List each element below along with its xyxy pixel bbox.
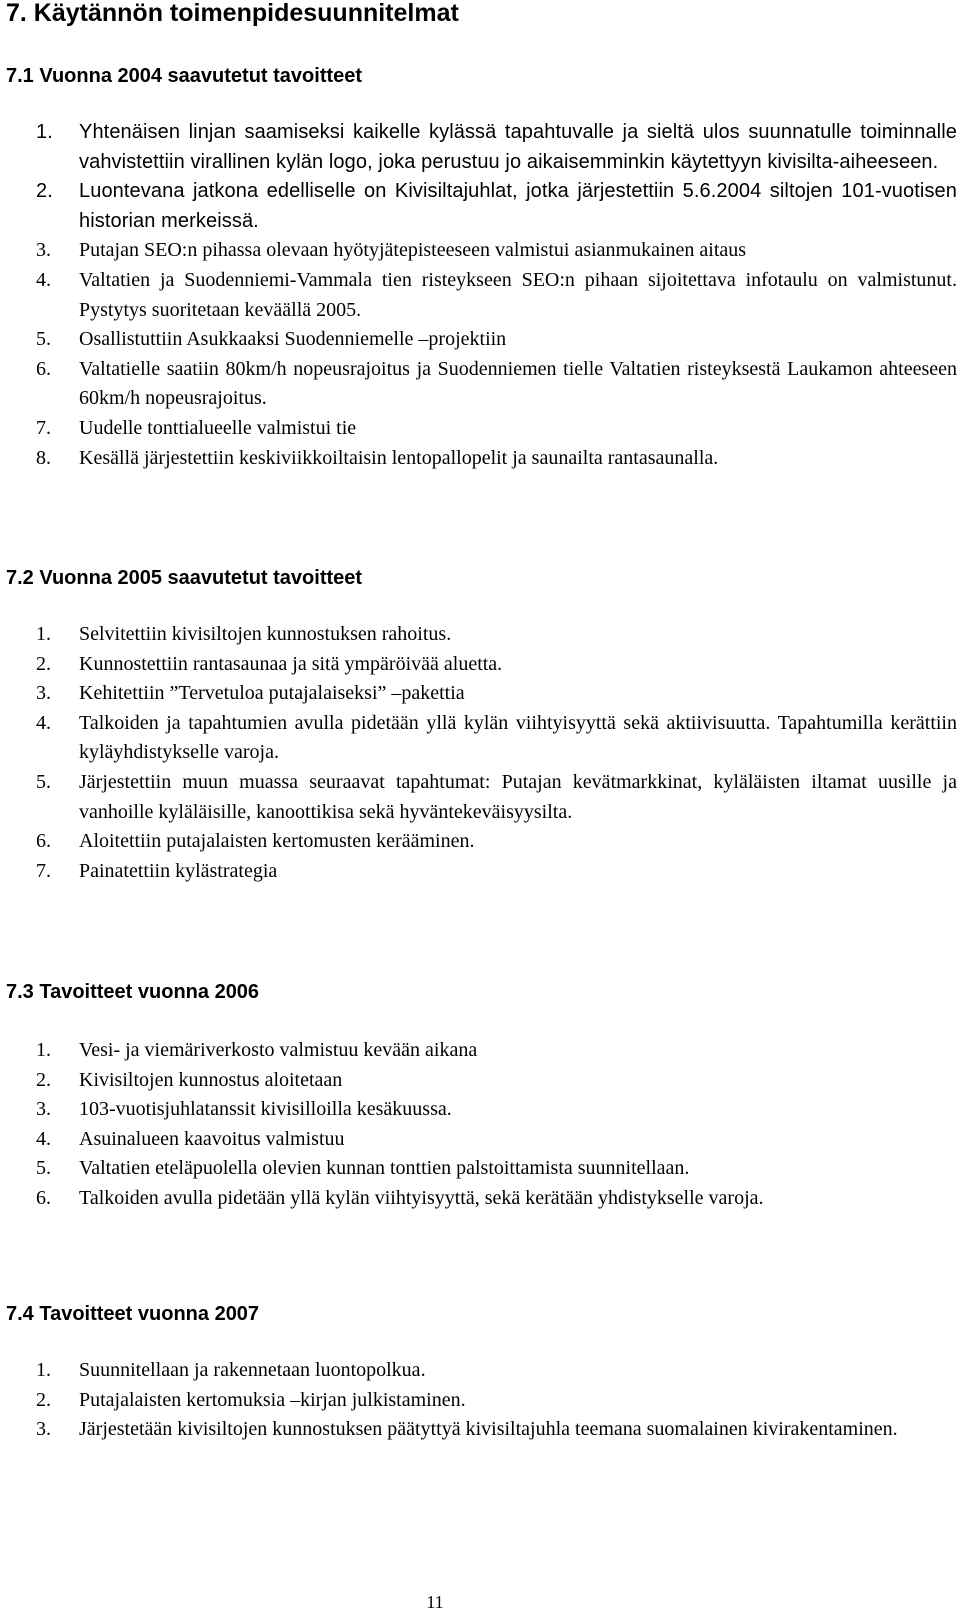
list-item — [0, 1125, 957, 1155]
item-number: 4. — [36, 268, 51, 291]
list-item — [0, 1066, 957, 1096]
item-text: Vesi- ja viemäriverkosto valmistuu kevään aikana — [79, 1039, 478, 1061]
item-number: 8. — [36, 446, 51, 469]
item-number: 2. — [36, 180, 53, 203]
item-text: Talkoiden ja tapahtumien avulla pidetään yllä kylän viihtyisyyttä sekä aktiivisuutta. Tapahtumilla kerättiin kyläyhdistykselle varoja. — [79, 711, 957, 764]
item-number: 7. — [36, 416, 51, 439]
item-number: 2. — [36, 1068, 51, 1091]
list-item — [0, 1184, 957, 1214]
item-number: 3. — [36, 239, 51, 262]
list-7-1 — [0, 118, 960, 473]
item-text: Uudelle tonttialueelle valmistui tie — [79, 416, 357, 439]
item-number: 6. — [36, 1186, 51, 1209]
item-number: 5. — [36, 328, 51, 351]
list-item — [0, 709, 957, 768]
list-item — [0, 1415, 957, 1445]
item-number: 6. — [36, 357, 51, 380]
item-text: Suunnitellaan ja rakennetaan luontopolkua. — [79, 1359, 426, 1381]
item-text: Osallistuttiin Asukkaaksi Suodenniemelle –projektiin — [79, 328, 507, 351]
list-item — [0, 1356, 957, 1386]
item-text: Valtatielle saatiin 80km/h nopeusrajoitus ja Suodenniemen tielle Valtatien risteyksestä Laukamon ahteeseen 60km/h nopeusrajoitus. — [79, 357, 957, 410]
list-item — [0, 414, 957, 444]
page-number: 11 — [426, 1592, 444, 1612]
item-text: Talkoiden avulla pidetään yllä kylän viihtyisyyttä, sekä kerätään yhdistykselle varoja. — [79, 1186, 764, 1209]
item-text: Kehitettiin ”Tervetuloa putajalaiseksi” –pakettia — [79, 682, 465, 705]
section-heading-7-4: 7.4 Tavoitteet vuonna 2007 — [6, 1303, 260, 1325]
item-number: 2. — [36, 652, 51, 675]
item-number: 3. — [36, 682, 51, 705]
item-text: Järjestetään kivisiltojen kunnostuksen päätyttyä kivisiltajuhla teemana suomalainen kivirakentaminen. — [79, 1418, 898, 1441]
item-number: 4. — [36, 1127, 51, 1150]
list-item — [0, 444, 957, 474]
list-item — [0, 679, 957, 709]
item-number: 3. — [36, 1418, 51, 1441]
item-text: Painatettiin kylästrategia — [79, 859, 278, 882]
section-heading-7-3: 7.3 Tavoitteet vuonna 2006 — [6, 981, 260, 1003]
item-number: 5. — [36, 770, 51, 793]
item-number: 1. — [36, 1039, 51, 1061]
list-item — [0, 768, 957, 827]
list-7-3 — [0, 1036, 960, 1214]
list-item — [0, 355, 957, 414]
item-number: 7. — [36, 859, 51, 882]
list-7-4 — [0, 1356, 960, 1445]
list-item — [0, 118, 957, 177]
list-item — [0, 1095, 957, 1125]
item-text: Putajan SEO:n pihassa olevaan hyötyjätepisteeseen valmistui asianmukainen aitaus — [79, 239, 747, 262]
item-text: Kunnostettiin rantasaunaa ja sitä ympäröivää aluetta. — [79, 652, 503, 675]
list-item — [0, 827, 957, 857]
item-text: Putajalaisten kertomuksia –kirjan julkistaminen. — [79, 1388, 466, 1411]
item-number: 1. — [36, 121, 53, 143]
list-item — [0, 1386, 957, 1416]
list-item — [0, 620, 957, 650]
item-text: Järjestettiin muun muassa seuraavat tapahtumat: Putajan kevätmarkkinat, kyläläisten iltamat uusille ja vanhoille kyläläisille, kanoottikisa sekä hyväntekeväisyysilta. — [79, 770, 957, 823]
item-number: 6. — [36, 830, 51, 853]
item-text: Valtatien eteläpuolella olevien kunnan tonttien palstoittamista suunnitellaan. — [79, 1157, 690, 1180]
section-heading-7-2: 7.2 Vuonna 2005 saavutetut tavoitteet — [6, 567, 363, 589]
item-text: Asuinalueen kaavoitus valmistuu — [79, 1127, 345, 1150]
item-text: Kivisiltojen kunnostus aloitetaan — [79, 1068, 343, 1091]
item-text: Kesällä järjestettiin keskiviikkoiltaisin lentopallopelit ja saunailta rantasaunalla. — [79, 446, 719, 469]
list-7-2 — [0, 620, 960, 886]
item-text: Yhtenäisen linjan saamiseksi kaikelle kylässä tapahtuvalle ja sieltä ulos suunnatulle toiminnalle vahvistettiin virallinen kylän logo, joka perustuu jo aikaisemminkin käytettyyn kivisilta-aiheeseen. — [79, 121, 957, 173]
item-number: 2. — [36, 1388, 51, 1411]
list-item — [0, 1154, 957, 1184]
item-number: 1. — [36, 1359, 51, 1381]
item-text: Selvitettiin kivisiltojen kunnostuksen rahoitus. — [79, 623, 452, 645]
item-text: 103-vuotisjuhlatanssit kivisilloilla kesäkuussa. — [79, 1098, 452, 1121]
item-number: 4. — [36, 711, 51, 734]
list-item — [0, 650, 957, 680]
item-number: 1. — [36, 623, 51, 645]
list-item — [0, 325, 957, 355]
item-text: Luontevana jatkona edelliselle on Kivisiltajuhlat, jotka järjestettiin 5.6.2004 siltojen 101-vuotisen historian merkeissä. — [79, 180, 957, 232]
list-item — [0, 236, 957, 266]
list-item — [0, 266, 957, 325]
list-item — [0, 857, 957, 887]
item-number: 3. — [36, 1098, 51, 1121]
item-text: Aloitettiin putajalaisten kertomusten kerääminen. — [79, 830, 475, 853]
section-heading-7-1: 7.1 Vuonna 2004 saavutetut tavoitteet — [6, 65, 363, 87]
list-item — [0, 177, 957, 236]
chapter-heading: 7. Käytännön toimenpidesuunnitelmat — [6, 0, 459, 27]
item-text: Valtatien ja Suodenniemi-Vammala tien risteykseen SEO:n pihaan sijoitettava infotaulu on valmistunut. Pystytys suoritetaan keväällä 2005. — [79, 268, 957, 321]
item-number: 5. — [36, 1157, 51, 1180]
list-item — [0, 1036, 957, 1066]
